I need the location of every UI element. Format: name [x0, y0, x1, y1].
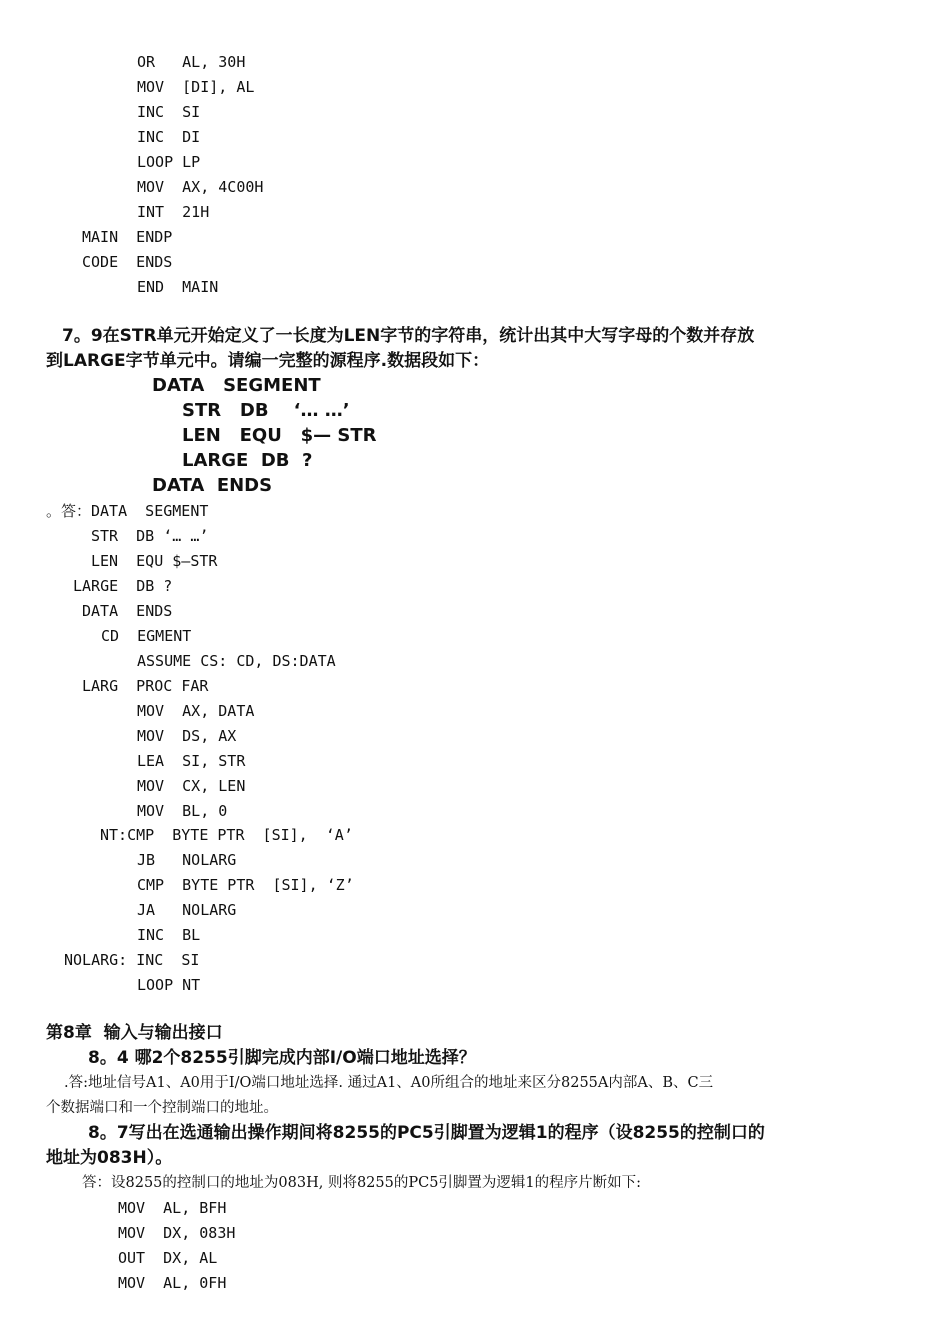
code-line: MOV [DI], AL: [137, 78, 255, 96]
question-8-7: 地址为083H）。: [46, 1148, 173, 1168]
answer-8-4-line: .答:地址信号A1、A0用于I/O端口地址选择. 通过A1、A0所组合的地址来区分8255A内部A、B、C三: [64, 1075, 714, 1091]
code-line: JA NOLARG: [137, 901, 237, 919]
question-8-7: 8。7写出在选通输出操作期间将8255的PC5引脚置为逻辑1的程序（设8255的控制口的: [88, 1123, 765, 1143]
code-line: INC DI: [137, 128, 201, 146]
data-segment-line: DATA ENDS: [152, 475, 273, 496]
code-line: MOV CX, LEN: [137, 777, 246, 795]
code-line: MOV BL, 0: [137, 802, 228, 820]
code-line: NT:CMP BYTE PTR [SI], ‘A’: [100, 826, 353, 844]
code-line: STR DB ‘… …’: [91, 527, 209, 545]
code-line: OUT DX, AL: [118, 1249, 218, 1267]
code-line: CMP BYTE PTR [SI], ‘Z’: [137, 876, 354, 894]
code-line: END MAIN: [137, 278, 219, 296]
data-segment-line: LEN EQU $— STR: [182, 425, 377, 446]
code-line: INC BL: [137, 926, 201, 944]
code-line: MOV DX, 083H: [118, 1224, 236, 1242]
answer-8-4-line: 个数据端口和一个控制端口的地址。: [46, 1100, 278, 1116]
code-line: LARGE DB ?: [73, 577, 173, 595]
code-line: OR AL, 30H: [137, 53, 246, 71]
code-line: JB NOLARG: [137, 851, 237, 869]
code-line: CODE ENDS: [82, 253, 173, 271]
code-line: NOLARG: INC SI: [64, 951, 200, 969]
code-line: MAIN ENDP: [82, 228, 173, 246]
code-line: INC SI: [137, 103, 201, 121]
code-line: MOV AL, BFH: [118, 1199, 227, 1217]
data-segment-line: LARGE DB ?: [182, 450, 313, 471]
code-line: ASSUME CS: CD, DS:DATA: [137, 652, 336, 670]
code-line: LEA SI, STR: [137, 752, 246, 770]
answer-8-7-intro: 答：设8255的控制口的地址为083H, 则将8255的PC5引脚置为逻辑1的程序片断如下:: [82, 1175, 642, 1191]
question-text: 7。9在STR单元开始定义了一长度为LEN字节的字符串，统计出其中大写字母的个数并存放: [62, 326, 755, 346]
code-line: LOOP LP: [137, 153, 201, 171]
data-segment-line: DATA SEGMENT: [152, 375, 321, 396]
code-line: LARG PROC FAR: [82, 677, 209, 695]
code-line: MOV DS, AX: [137, 727, 237, 745]
code-line: MOV AX, DATA: [137, 702, 255, 720]
code-line: CD EGMENT: [101, 627, 192, 645]
code-line: MOV AL, 0FH: [118, 1274, 227, 1292]
data-segment-line: STR DB ‘… …’: [182, 400, 350, 421]
question-text: 到LARGE字节单元中。请编一完整的源程序.数据段如下：: [46, 351, 490, 371]
code-line: DATA ENDS: [82, 602, 173, 620]
code-line: LEN EQU $—STR: [91, 552, 218, 570]
code-line: MOV AX, 4C00H: [137, 178, 264, 196]
answer-prefix: 。答：DATA SEGMENT: [46, 502, 209, 520]
code-line: LOOP NT: [137, 976, 201, 994]
chapter-title: 第8章 输入与输出接口: [46, 1023, 223, 1043]
question-8-4: 8。4 哪2个8255引脚完成内部I/O端口地址选择？: [88, 1048, 476, 1068]
code-line: INT 21H: [137, 203, 210, 221]
